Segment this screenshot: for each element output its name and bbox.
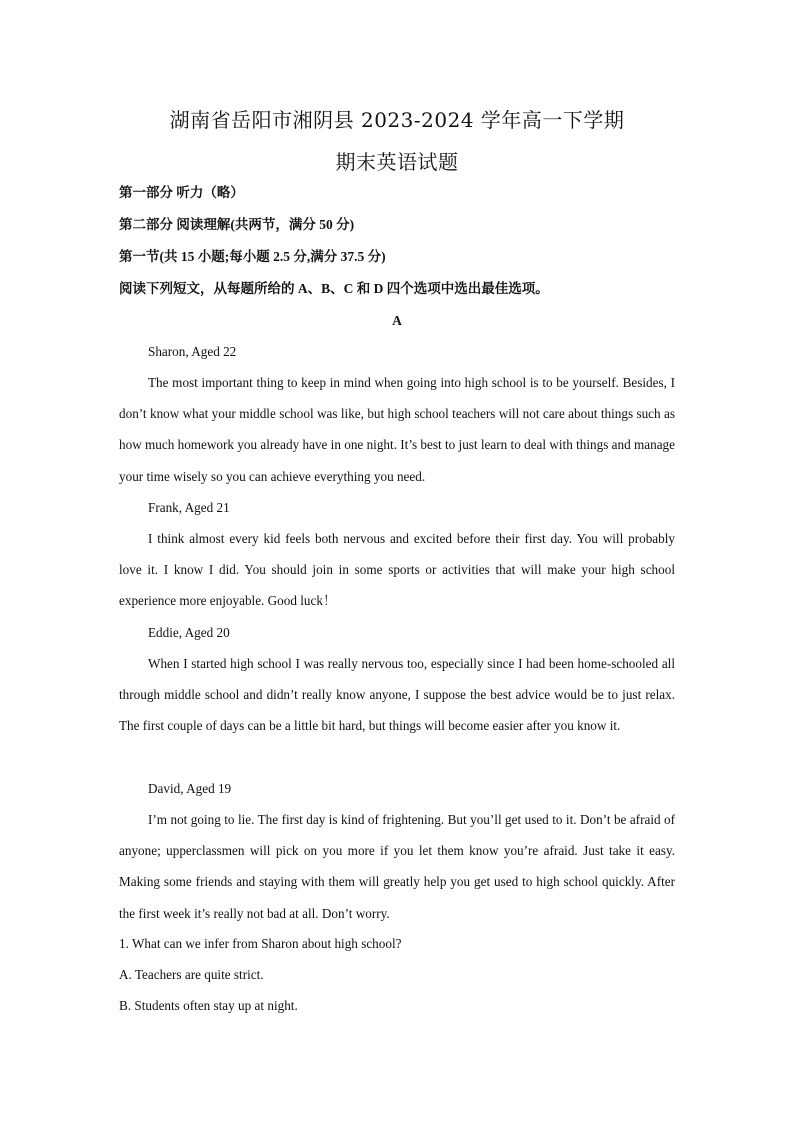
part2-heading: 第二部分 阅读理解(共两节，满分 50 分) — [119, 217, 355, 232]
speaker-text-sharon: The most important thing to keep in mind when going into high school is to be yourself. Besides, I don’t know what your middle school was like, but high school teachers will not care about things such as how much homework you already have in one night. It’s best to just learn to deal with things and manage your time wisely so you can achieve everything you need. — [119, 375, 675, 484]
speaker-name-frank: Frank, Aged 21 — [148, 500, 230, 515]
question-1-stem: 1. What can we infer from Sharon about high school? — [119, 936, 402, 951]
speaker-name-david: David, Aged 19 — [148, 781, 232, 796]
passage-label: A — [392, 313, 402, 328]
question-1-option-a: A. Teachers are quite strict. — [119, 967, 264, 982]
question-1-option-b: B. Students often stay up at night. — [119, 998, 298, 1013]
exam-title-line2: 期末英语试题 — [335, 150, 459, 174]
section1-heading: 第一节(共 15 小题;每小题 2.5 分,满分 37.5 分) — [119, 249, 386, 264]
speaker-text-eddie: When I started high school I was really nervous too, especially since I had been home-schooled all through middle school and didn’t really know anyone, I suppose the best advice would be to just relax. The first couple of days can be a little bit hard, but things will become easier after you know it. — [119, 656, 675, 734]
part1-heading: 第一部分 听力（略） — [119, 185, 244, 200]
instruction-text: 阅读下列短文，从每题所给的 A、B、C 和 D 四个选项中选出最佳选项。 — [119, 281, 549, 296]
speaker-text-david: I’m not going to lie. The first day is kind of frightening. But you’ll get used to it. Don’t be afraid of anyone; upperclassmen will pick on you more if you let them know you’re afraid. Just take it easy. Making some friends and staying with them will greatly help you get used to high school quickly. After the first week it’s really not bad at all. Don’t worry. — [119, 812, 675, 921]
exam-title-line1: 湖南省岳阳市湘阴县 2023-2024 学年高一下学期 — [169, 108, 625, 132]
speaker-text-frank: I think almost every kid feels both nervous and excited before their first day. You will probably love it. I know I did. You should join in some sports or activities that will make your high school experience more enjoyable. Good luck！ — [119, 531, 675, 609]
speaker-name-eddie: Eddie, Aged 20 — [148, 625, 230, 640]
speaker-name-sharon: Sharon, Aged 22 — [148, 344, 237, 359]
